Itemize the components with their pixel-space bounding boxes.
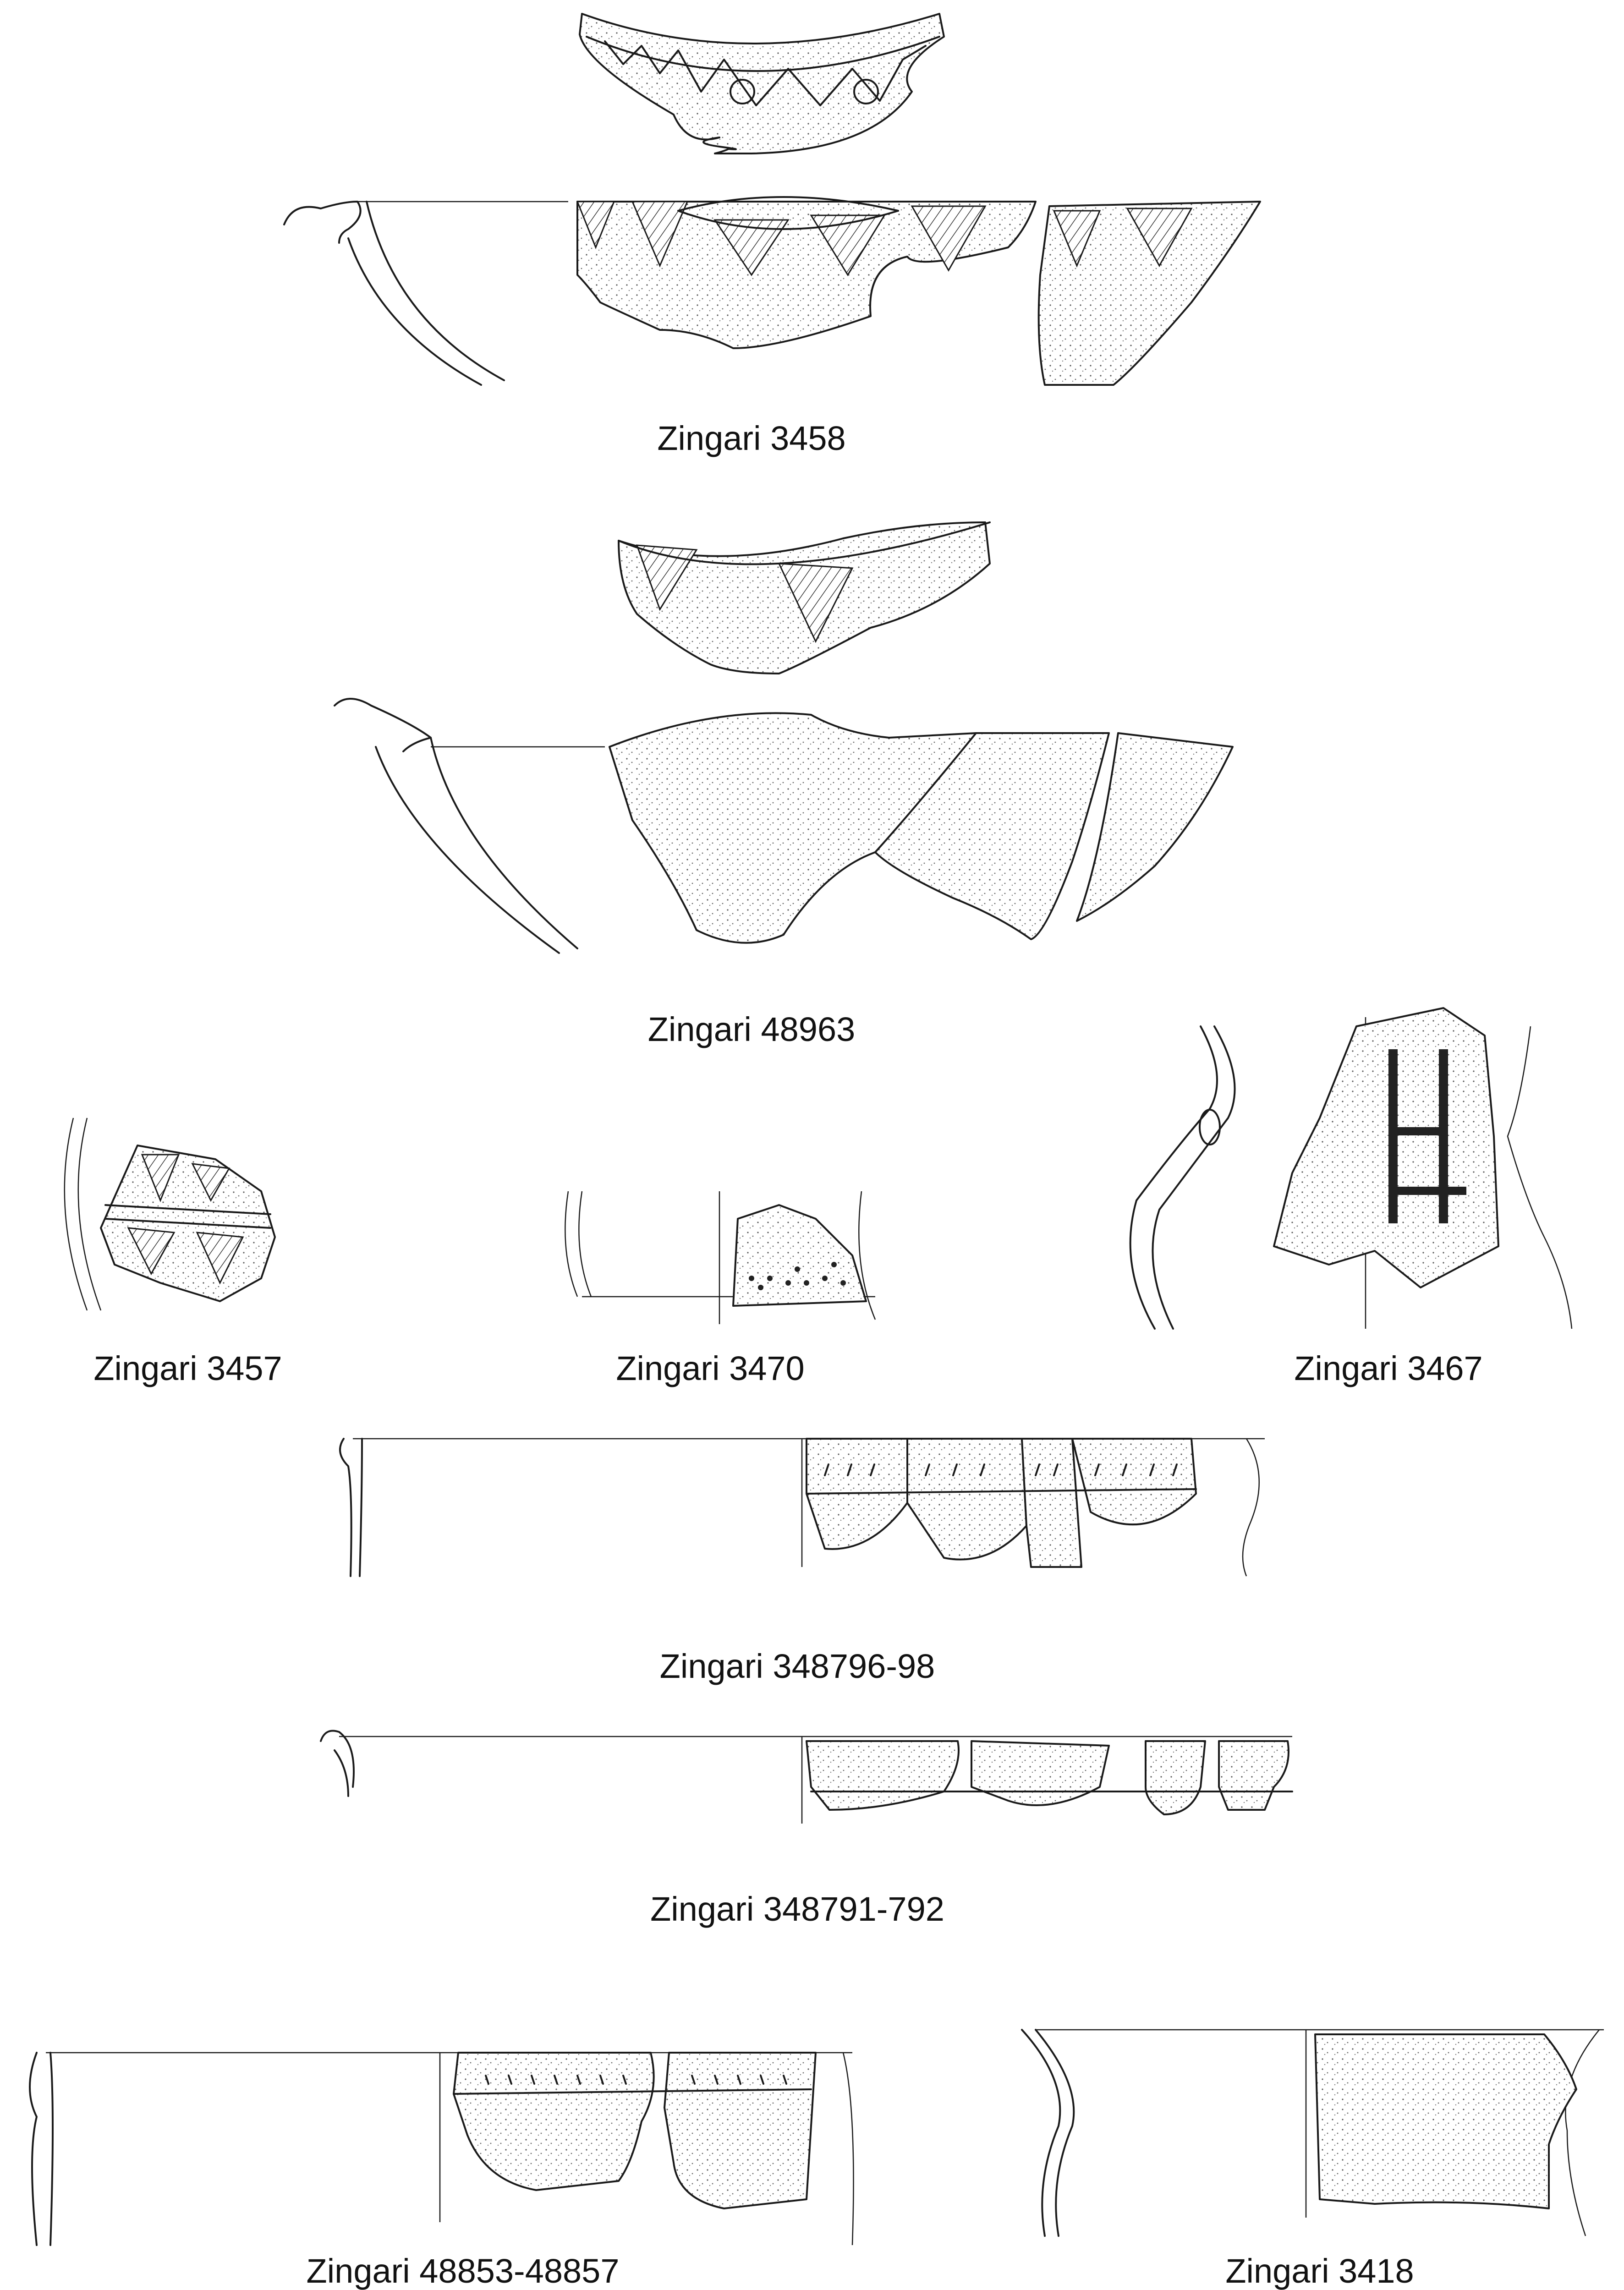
sherd-drawing-3467 <box>1130 1008 1572 1329</box>
label-zingari-3467: Zingari 3467 <box>1294 1349 1483 1387</box>
label-zingari-3418: Zingari 3418 <box>1225 2252 1414 2290</box>
label-zingari-48963: Zingari 48963 <box>647 1010 856 1048</box>
sherd-drawing-3457 <box>65 1118 275 1310</box>
label-zingari-348791-792: Zingari 348791-792 <box>650 1890 944 1928</box>
sherd-drawing-348796-98 <box>340 1439 1265 1576</box>
label-zingari-48853-48857: Zingari 48853-48857 <box>306 2252 620 2290</box>
label-zingari-348796-98: Zingari 348796-98 <box>659 1647 935 1685</box>
sherd-drawing-3470 <box>565 1191 875 1324</box>
label-zingari-3457: Zingari 3457 <box>93 1349 282 1387</box>
sherd-drawing-3458 <box>284 14 1260 385</box>
sherd-drawing-348791-792 <box>321 1731 1292 1824</box>
sherd-drawing-48963 <box>335 522 1233 953</box>
sherd-drawing-48853-48857 <box>30 2053 854 2245</box>
sherd-drawing-3418 <box>1022 2030 1604 2236</box>
label-zingari-3470: Zingari 3470 <box>616 1349 805 1387</box>
label-zingari-3458: Zingari 3458 <box>657 419 846 457</box>
